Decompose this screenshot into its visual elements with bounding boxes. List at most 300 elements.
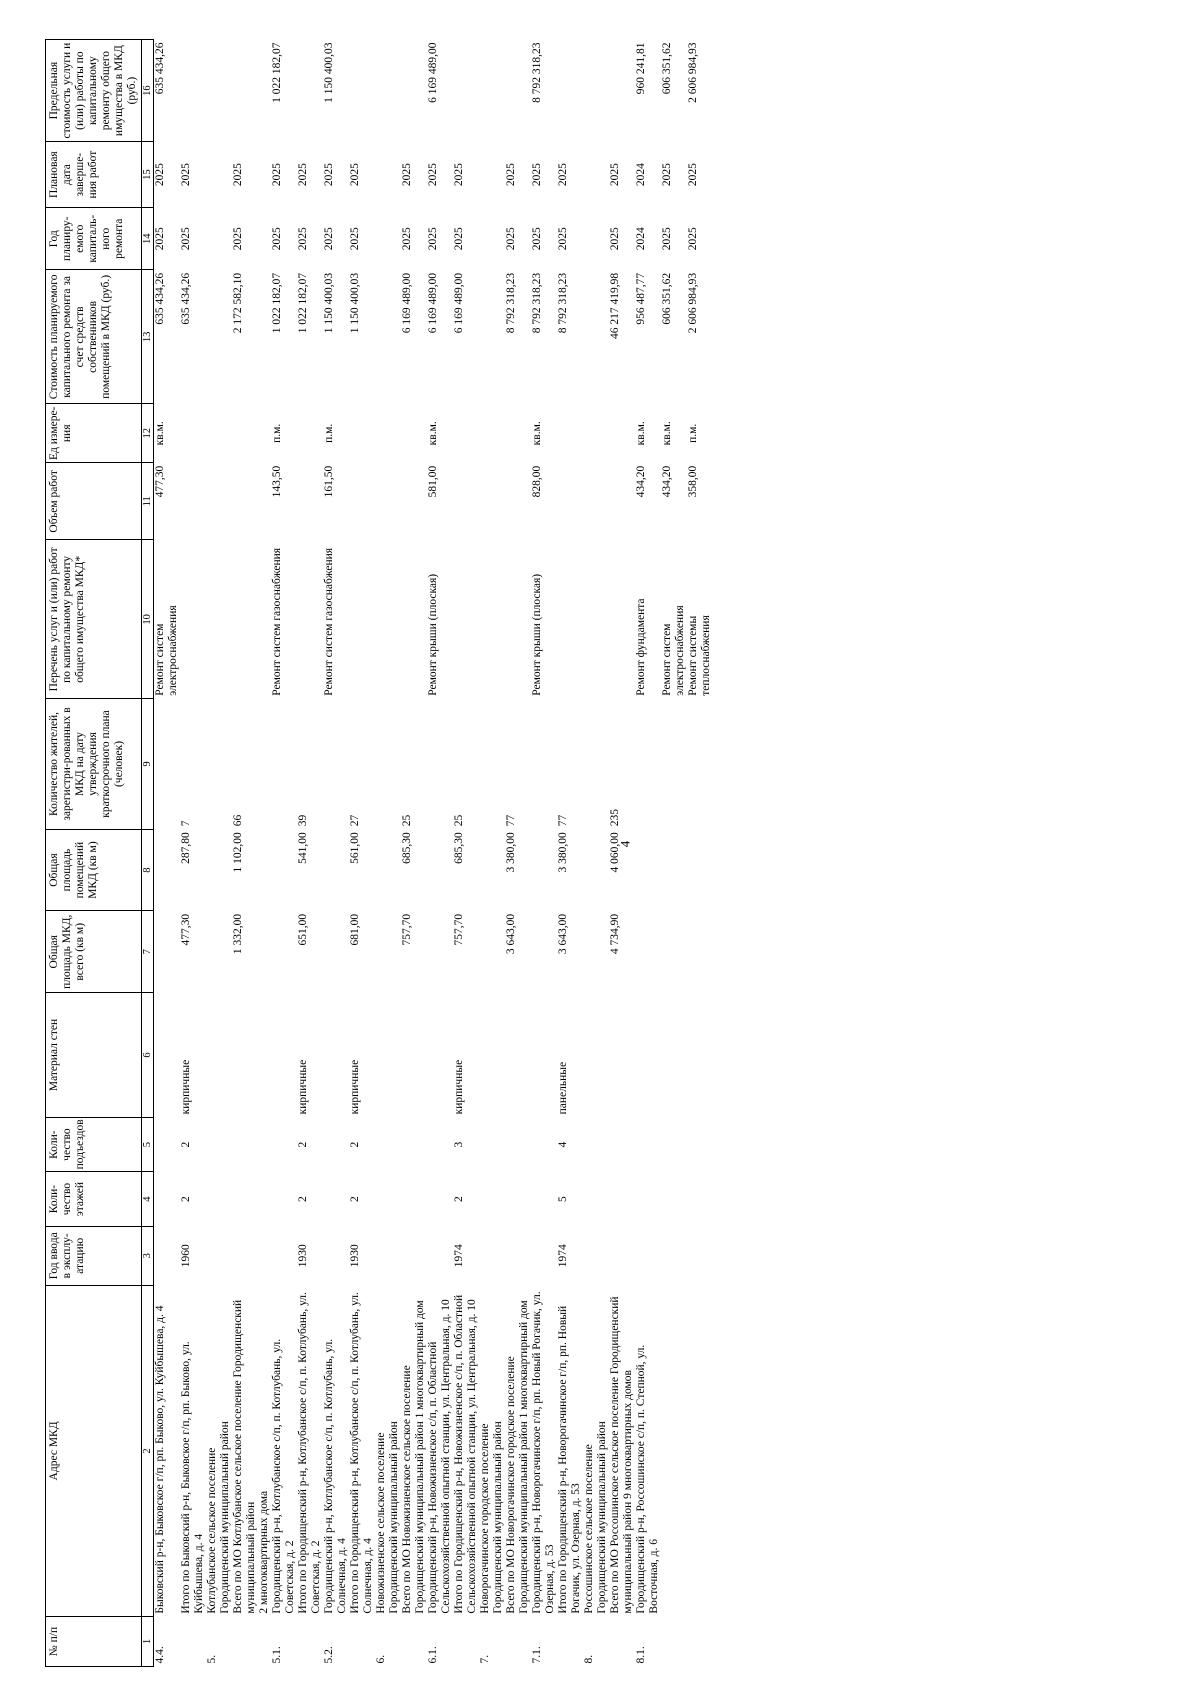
- cell-col-14: 2025: [531, 227, 543, 251]
- cell-col-7: [219, 911, 232, 993]
- cell-col-2: Итого по Городищенский р-н, Новорогачинское г/п, рп. Новый Рогачик, ул. Озерная, д. 53: [557, 1305, 582, 1614]
- cell-col-2: Новожизненское сельское поселение: [375, 1432, 387, 1614]
- column-header-14: Год планиру-емого капиталь-ного ремонта: [46, 208, 142, 270]
- cell-col-1: [557, 1617, 583, 1667]
- table-row: [271, 40, 297, 1667]
- cell-col-3: [323, 1226, 349, 1285]
- cell-col-11: [479, 463, 492, 540]
- cell-col-1: 6.1.: [427, 1646, 439, 1664]
- cell-col-6: [206, 993, 219, 1118]
- cell-col-6: [505, 993, 531, 1118]
- column-number-14: 14: [142, 208, 154, 270]
- cell-col-7: [154, 911, 181, 993]
- column-number-13: 13: [142, 270, 154, 404]
- cell-col-15: 2025: [154, 163, 166, 187]
- cell-col-8: [219, 829, 232, 911]
- cell-col-4: 5: [557, 1196, 569, 1202]
- cell-col-1: [453, 1617, 479, 1667]
- cell-col-3: [505, 1226, 531, 1285]
- column-header-15: Плановая дата заверше-ния работ: [46, 142, 142, 208]
- cell-col-6: [479, 993, 492, 1118]
- cell-col-16: [206, 40, 219, 142]
- rotated-table-container: [45, 39, 1157, 1667]
- cell-col-1: 4.4.: [154, 1646, 166, 1664]
- cell-col-9: 66: [232, 814, 244, 827]
- cell-col-4: [401, 1172, 427, 1226]
- table-row: [232, 40, 258, 1667]
- cell-col-15: [479, 142, 492, 208]
- cell-col-1: 5.: [206, 1654, 218, 1664]
- cell-col-2: [661, 1285, 687, 1616]
- cell-col-6: [635, 993, 661, 1118]
- cell-col-5: [258, 1117, 271, 1171]
- cell-col-10: [258, 540, 271, 699]
- cell-col-8: [531, 829, 557, 911]
- table-row: [492, 40, 505, 1667]
- cell-col-16: [349, 40, 375, 142]
- cell-col-15: 2025: [401, 163, 413, 187]
- cell-col-13: [583, 270, 596, 404]
- cell-col-15: 2025: [323, 163, 335, 187]
- cell-col-12: [388, 404, 401, 463]
- cell-col-14: 2025: [271, 227, 283, 251]
- cell-col-7: [687, 911, 713, 993]
- cell-col-16: 1 150 400,03: [323, 42, 335, 103]
- cell-col-16: [219, 40, 232, 142]
- cell-col-14: [219, 208, 232, 270]
- cell-col-13: [375, 270, 388, 404]
- cell-col-4: [661, 1172, 687, 1226]
- cell-col-15: [388, 142, 401, 208]
- cell-col-2: Россошинское сельское поселение: [583, 1444, 595, 1614]
- column-number-15: 15: [142, 142, 154, 208]
- cell-col-5: [596, 1117, 609, 1171]
- cell-col-10: [388, 540, 401, 699]
- cell-col-5: 2: [180, 1141, 192, 1148]
- cell-col-15: [596, 142, 609, 208]
- cell-col-12: [219, 404, 232, 463]
- cell-col-7: [375, 911, 388, 993]
- cell-col-11: [583, 463, 596, 540]
- cell-col-16: 6 169 489,00: [427, 42, 439, 103]
- cell-col-16: 606 351,62: [661, 42, 673, 95]
- cell-col-8: 541,00: [297, 832, 309, 864]
- cell-col-13: [596, 270, 609, 404]
- cell-col-4: [323, 1172, 349, 1226]
- cell-col-13: 635 434,26: [154, 272, 166, 325]
- cell-col-14: 2025: [349, 227, 361, 251]
- cell-col-8: 3 380,00: [505, 832, 517, 873]
- column-header-3: Год ввода в эксплу-атацию: [46, 1226, 142, 1285]
- cell-col-11: [492, 463, 505, 540]
- cell-col-6: [687, 993, 713, 1118]
- cell-col-9: [661, 699, 687, 829]
- cell-col-15: [219, 142, 232, 208]
- cell-col-15: [206, 142, 219, 208]
- cell-col-1: [687, 1617, 713, 1667]
- cell-col-4: [271, 1172, 297, 1226]
- cell-col-7: [479, 911, 492, 993]
- cell-col-3: [219, 1226, 232, 1285]
- cell-col-16: 1 022 182,07: [271, 42, 283, 103]
- cell-col-3: [492, 1226, 505, 1285]
- cell-col-2: Городищенский р-н, Россошинское с/п, п. Степной, ул. Восточная, д. 6: [635, 1344, 660, 1614]
- cell-col-14: 2024: [635, 227, 647, 251]
- cell-col-8: 4 060,00: [609, 832, 621, 873]
- cell-col-14: 2025: [401, 227, 413, 251]
- cell-col-6: [401, 993, 427, 1118]
- cell-col-4: [609, 1172, 635, 1226]
- cell-col-2: Городищенский р-н, Котлубанское с/п, п. Котлубань, ул. Солнечная, д. 4: [323, 1338, 348, 1614]
- cell-col-6: [219, 993, 232, 1118]
- cell-col-9: [258, 699, 271, 829]
- cell-col-12: [297, 404, 323, 463]
- cell-col-12: кв.м.: [427, 421, 439, 446]
- cell-col-16: [453, 40, 479, 142]
- cell-col-9: 25: [453, 814, 465, 827]
- cell-col-15: [492, 142, 505, 208]
- cell-col-15: [583, 142, 596, 208]
- cell-col-13: 1 022 182,07: [271, 272, 283, 334]
- cell-col-5: [206, 1117, 219, 1171]
- cell-col-1: [609, 1617, 635, 1667]
- cell-col-11: [232, 463, 258, 540]
- table-row: [206, 40, 219, 1667]
- cell-col-9: [687, 699, 713, 829]
- cell-col-11: 143,50: [271, 465, 283, 498]
- cell-col-8: [271, 829, 297, 911]
- cell-col-6: [375, 993, 388, 1118]
- column-header-9: Количество жителей, зарегистри-рованных в МКД на дату утверждения краткосрочного плана (человек): [46, 699, 142, 829]
- cell-col-11: [349, 463, 375, 540]
- cell-col-7: [323, 911, 349, 993]
- table-body: [154, 40, 714, 1667]
- table-row: [375, 40, 388, 1667]
- cell-col-2: Всего по МО Котлубанское сельское поселение Городищенский муниципальный район: [232, 1299, 257, 1614]
- cell-col-1: [219, 1617, 232, 1667]
- cell-col-1: [349, 1617, 375, 1667]
- cell-col-4: [596, 1172, 609, 1226]
- cell-col-2: 2 многоквартирных дома: [258, 1490, 270, 1614]
- column-header-1: № п/п: [46, 1617, 142, 1667]
- cell-col-7: 3 643,00: [505, 913, 517, 955]
- cell-col-7: [206, 911, 219, 993]
- cell-col-7: [661, 911, 687, 993]
- column-header-11: Объем работ: [46, 463, 142, 540]
- cell-col-2: Городищенский муниципальный район: [492, 1421, 504, 1614]
- cell-col-14: [375, 208, 388, 270]
- cell-col-13: 8 792 318,23: [557, 272, 569, 334]
- cell-col-7: 757,70: [453, 913, 465, 946]
- cell-col-1: [258, 1617, 271, 1667]
- cell-col-4: [583, 1172, 596, 1226]
- cell-col-1: [232, 1617, 258, 1667]
- cell-col-8: [596, 829, 609, 911]
- column-number-11: 11: [142, 463, 154, 540]
- table-row: [583, 40, 596, 1667]
- cell-col-16: [297, 40, 323, 142]
- cell-col-6: [596, 993, 609, 1118]
- cell-col-12: [349, 404, 375, 463]
- cell-col-16: [583, 40, 596, 142]
- cell-col-14: [583, 208, 596, 270]
- cell-col-15: 2025: [453, 163, 465, 187]
- column-number-5: 5: [142, 1117, 154, 1171]
- cell-col-13: 956 487,77: [635, 272, 647, 325]
- column-number-8: 8: [142, 829, 154, 911]
- cell-col-9: [635, 699, 661, 829]
- cell-col-14: 2025: [609, 227, 621, 251]
- table-row: [401, 40, 427, 1667]
- cell-col-10: [349, 540, 375, 699]
- cell-col-4: [154, 1172, 181, 1226]
- table-row: [154, 40, 181, 1667]
- cell-col-13: [258, 270, 271, 404]
- cell-col-15: 2025: [180, 163, 192, 187]
- cell-col-1: [180, 1617, 206, 1667]
- cell-col-5: 3: [453, 1141, 465, 1148]
- cell-col-6: кирпичные: [180, 1059, 192, 1115]
- cell-col-15: [258, 142, 271, 208]
- cell-col-8: 685,30: [453, 832, 465, 864]
- cell-col-13: [492, 270, 505, 404]
- column-number-row: [142, 40, 154, 1667]
- cell-col-2: Быковский р-н, Быковское г/п, рп. Быково, ул. Куйбышева, д. 4: [154, 1305, 166, 1614]
- cell-col-7: [258, 911, 271, 993]
- column-header-7: Общая площадь МКД, всего (кв м): [46, 911, 142, 993]
- cell-col-14: 2025: [297, 227, 309, 251]
- cell-col-11: [180, 463, 206, 540]
- cell-col-7: 651,00: [297, 913, 309, 946]
- cell-col-10: [180, 540, 206, 699]
- cell-col-10: [219, 540, 232, 699]
- cell-col-11: [219, 463, 232, 540]
- column-header-10: Перечень услуг и (или) работ по капитальному ремонту общего имущества МКД*: [46, 540, 142, 699]
- cell-col-13: 1 150 400,03: [323, 272, 335, 334]
- capital-repair-plan-table: [45, 39, 713, 1667]
- cell-col-5: [479, 1117, 492, 1171]
- cell-col-3: [427, 1226, 453, 1285]
- cell-col-5: [583, 1117, 596, 1171]
- cell-col-3: [609, 1226, 635, 1285]
- cell-col-11: 434,20: [661, 465, 673, 498]
- cell-col-2: Городищенский муниципальный район: [596, 1421, 608, 1614]
- cell-col-1: 8.1.: [635, 1646, 647, 1664]
- cell-col-1: [596, 1617, 609, 1667]
- cell-col-15: 2025: [661, 163, 673, 187]
- cell-col-12: [375, 404, 388, 463]
- cell-col-1: [661, 1617, 687, 1667]
- cell-col-16: [596, 40, 609, 142]
- cell-col-4: [232, 1172, 258, 1226]
- table-row: [258, 40, 271, 1667]
- cell-col-12: [583, 404, 596, 463]
- cell-col-7: 4 734,90: [609, 913, 621, 955]
- cell-col-1: [388, 1617, 401, 1667]
- cell-col-14: 2025: [687, 227, 699, 251]
- cell-col-13: 8 792 318,23: [505, 272, 517, 334]
- cell-col-10: Ремонт системы теплоснабжения: [687, 615, 712, 696]
- cell-col-3: [271, 1226, 297, 1285]
- cell-col-15: 2025: [349, 163, 361, 187]
- cell-col-9: [154, 699, 181, 829]
- cell-col-3: [206, 1226, 219, 1285]
- cell-col-2: Итого по Городищенский р-н, Котлубанское с/п, п. Котлубань, ул. Советская, д. 2: [297, 1292, 322, 1614]
- cell-col-8: 561,00: [349, 832, 361, 864]
- cell-col-16: [557, 40, 583, 142]
- cell-col-9: 235: [609, 808, 621, 827]
- table-row: [297, 40, 323, 1667]
- cell-col-16: 2 606 984,93: [687, 42, 699, 103]
- cell-col-2: Итого по Городищенский р-н, Новожизненское с/п, п. Областной Сельскохозяйственной опытной станции, ул. Центральная, д. 10: [453, 1294, 478, 1614]
- cell-col-12: [206, 404, 219, 463]
- cell-col-11: 358,00: [687, 465, 699, 498]
- cell-col-5: 4: [557, 1141, 569, 1148]
- cell-col-14: [258, 208, 271, 270]
- cell-col-14: 2025: [661, 227, 673, 251]
- table-row: [349, 40, 375, 1667]
- cell-col-6: [271, 993, 297, 1118]
- cell-col-6: [154, 993, 181, 1118]
- cell-col-10: [375, 540, 388, 699]
- cell-col-11: [375, 463, 388, 540]
- cell-col-11: [453, 463, 479, 540]
- cell-col-4: [375, 1172, 388, 1226]
- column-header-12: Ед измере-ния: [46, 404, 142, 463]
- cell-col-14: 2025: [427, 227, 439, 251]
- cell-col-5: [531, 1117, 557, 1171]
- cell-col-1: [505, 1617, 531, 1667]
- cell-col-16: [492, 40, 505, 142]
- table-row: [180, 40, 206, 1667]
- cell-col-14: 2025: [505, 227, 517, 251]
- cell-col-8: 3 380,00: [557, 832, 569, 873]
- cell-col-3: [583, 1226, 596, 1285]
- cell-col-1: 6.: [375, 1654, 387, 1664]
- cell-col-10: [479, 540, 492, 699]
- cell-col-6: [232, 993, 258, 1118]
- cell-col-15: 2025: [531, 163, 543, 187]
- cell-col-6: [492, 993, 505, 1118]
- cell-col-4: [258, 1172, 271, 1226]
- cell-col-7: [531, 911, 557, 993]
- column-number-3: 3: [142, 1226, 154, 1285]
- cell-col-2: Всего по МО Новожизненское сельское поселение Городищенский муниципальный район 1 многоквартирный дом: [401, 1300, 426, 1614]
- cell-col-7: [583, 911, 596, 993]
- cell-col-12: [557, 404, 583, 463]
- cell-col-13: 6 169 489,00: [453, 272, 465, 334]
- cell-col-2: Всего по МО Россошинское сельское поселение Городищенский муниципальный район 9 многоквартирных домов: [609, 1296, 634, 1614]
- cell-col-10: [297, 540, 323, 699]
- cell-col-6: [583, 993, 596, 1118]
- cell-col-5: [427, 1117, 453, 1171]
- cell-col-7: [271, 911, 297, 993]
- cell-col-5: [323, 1117, 349, 1171]
- table-row: [531, 40, 557, 1667]
- cell-col-9: 77: [557, 814, 569, 827]
- cell-col-12: п.м.: [687, 423, 699, 443]
- column-header-5: Коли-чество подъездов: [46, 1117, 142, 1171]
- cell-col-16: [375, 40, 388, 142]
- cell-col-5: [635, 1117, 661, 1171]
- cell-col-3: 1974: [453, 1244, 465, 1268]
- table-row: [661, 40, 687, 1667]
- cell-col-8: [323, 829, 349, 911]
- cell-col-10: [492, 540, 505, 699]
- cell-col-11: 477,30: [154, 465, 166, 498]
- cell-col-14: 2025: [323, 227, 335, 251]
- cell-col-5: [401, 1117, 427, 1171]
- cell-col-10: [583, 540, 596, 699]
- cell-col-12: [453, 404, 479, 463]
- cell-col-12: [505, 404, 531, 463]
- cell-col-5: [154, 1117, 181, 1171]
- cell-col-7: [388, 911, 401, 993]
- cell-col-4: 2: [349, 1196, 361, 1202]
- cell-col-3: [258, 1226, 271, 1285]
- cell-col-4: [492, 1172, 505, 1226]
- cell-col-8: [206, 829, 219, 911]
- cell-col-9: [206, 699, 219, 829]
- table-row: [557, 40, 583, 1667]
- column-number-7: 7: [142, 911, 154, 993]
- column-header-6: Материал стен: [46, 993, 142, 1118]
- cell-col-8: [258, 829, 271, 911]
- cell-col-10: [505, 540, 531, 699]
- cell-col-9: 77: [505, 814, 517, 827]
- cell-col-2: [687, 1285, 713, 1616]
- cell-col-8: [635, 829, 661, 911]
- cell-col-10: Ремонт систем электроснабжения: [154, 605, 179, 696]
- cell-col-3: 1930: [297, 1244, 309, 1268]
- cell-col-2: Новорогачинское городское поселение: [479, 1423, 491, 1614]
- cell-col-8: 287,80: [180, 832, 192, 864]
- cell-col-13: 635 434,26: [180, 272, 192, 325]
- cell-col-11: [557, 463, 583, 540]
- column-header-16: Предельная стоимость услуги и (или) работы по капитальному ремонту общего имущества в МКД (руб.): [46, 40, 142, 142]
- cell-col-16: 635 434,26: [154, 42, 166, 95]
- cell-col-12: [180, 404, 206, 463]
- cell-col-8: [661, 829, 687, 911]
- cell-col-9: 7: [180, 820, 192, 827]
- cell-col-5: [232, 1117, 258, 1171]
- cell-col-12: [596, 404, 609, 463]
- page-number: 4: [617, 840, 633, 848]
- cell-col-8: 685,30: [401, 832, 413, 864]
- table-row: [687, 40, 713, 1667]
- cell-col-15: 2025: [271, 163, 283, 187]
- cell-col-15: 2025: [232, 163, 244, 187]
- cell-col-14: 2025: [232, 227, 244, 251]
- cell-col-3: [154, 1226, 181, 1285]
- cell-col-8: [388, 829, 401, 911]
- cell-col-14: [388, 208, 401, 270]
- cell-col-7: 3 643,00: [557, 913, 569, 955]
- cell-col-6: кирпичные: [349, 1059, 361, 1115]
- cell-col-5: [609, 1117, 635, 1171]
- cell-col-6: кирпичные: [297, 1059, 309, 1115]
- cell-col-15: 2025: [687, 163, 699, 187]
- cell-col-15: 2025: [609, 163, 621, 187]
- cell-col-3: [531, 1226, 557, 1285]
- cell-col-8: [492, 829, 505, 911]
- cell-col-4: [427, 1172, 453, 1226]
- cell-col-16: [401, 40, 427, 142]
- cell-col-13: [219, 270, 232, 404]
- cell-col-10: [401, 540, 427, 699]
- column-number-2: 2: [142, 1285, 154, 1616]
- cell-col-14: [596, 208, 609, 270]
